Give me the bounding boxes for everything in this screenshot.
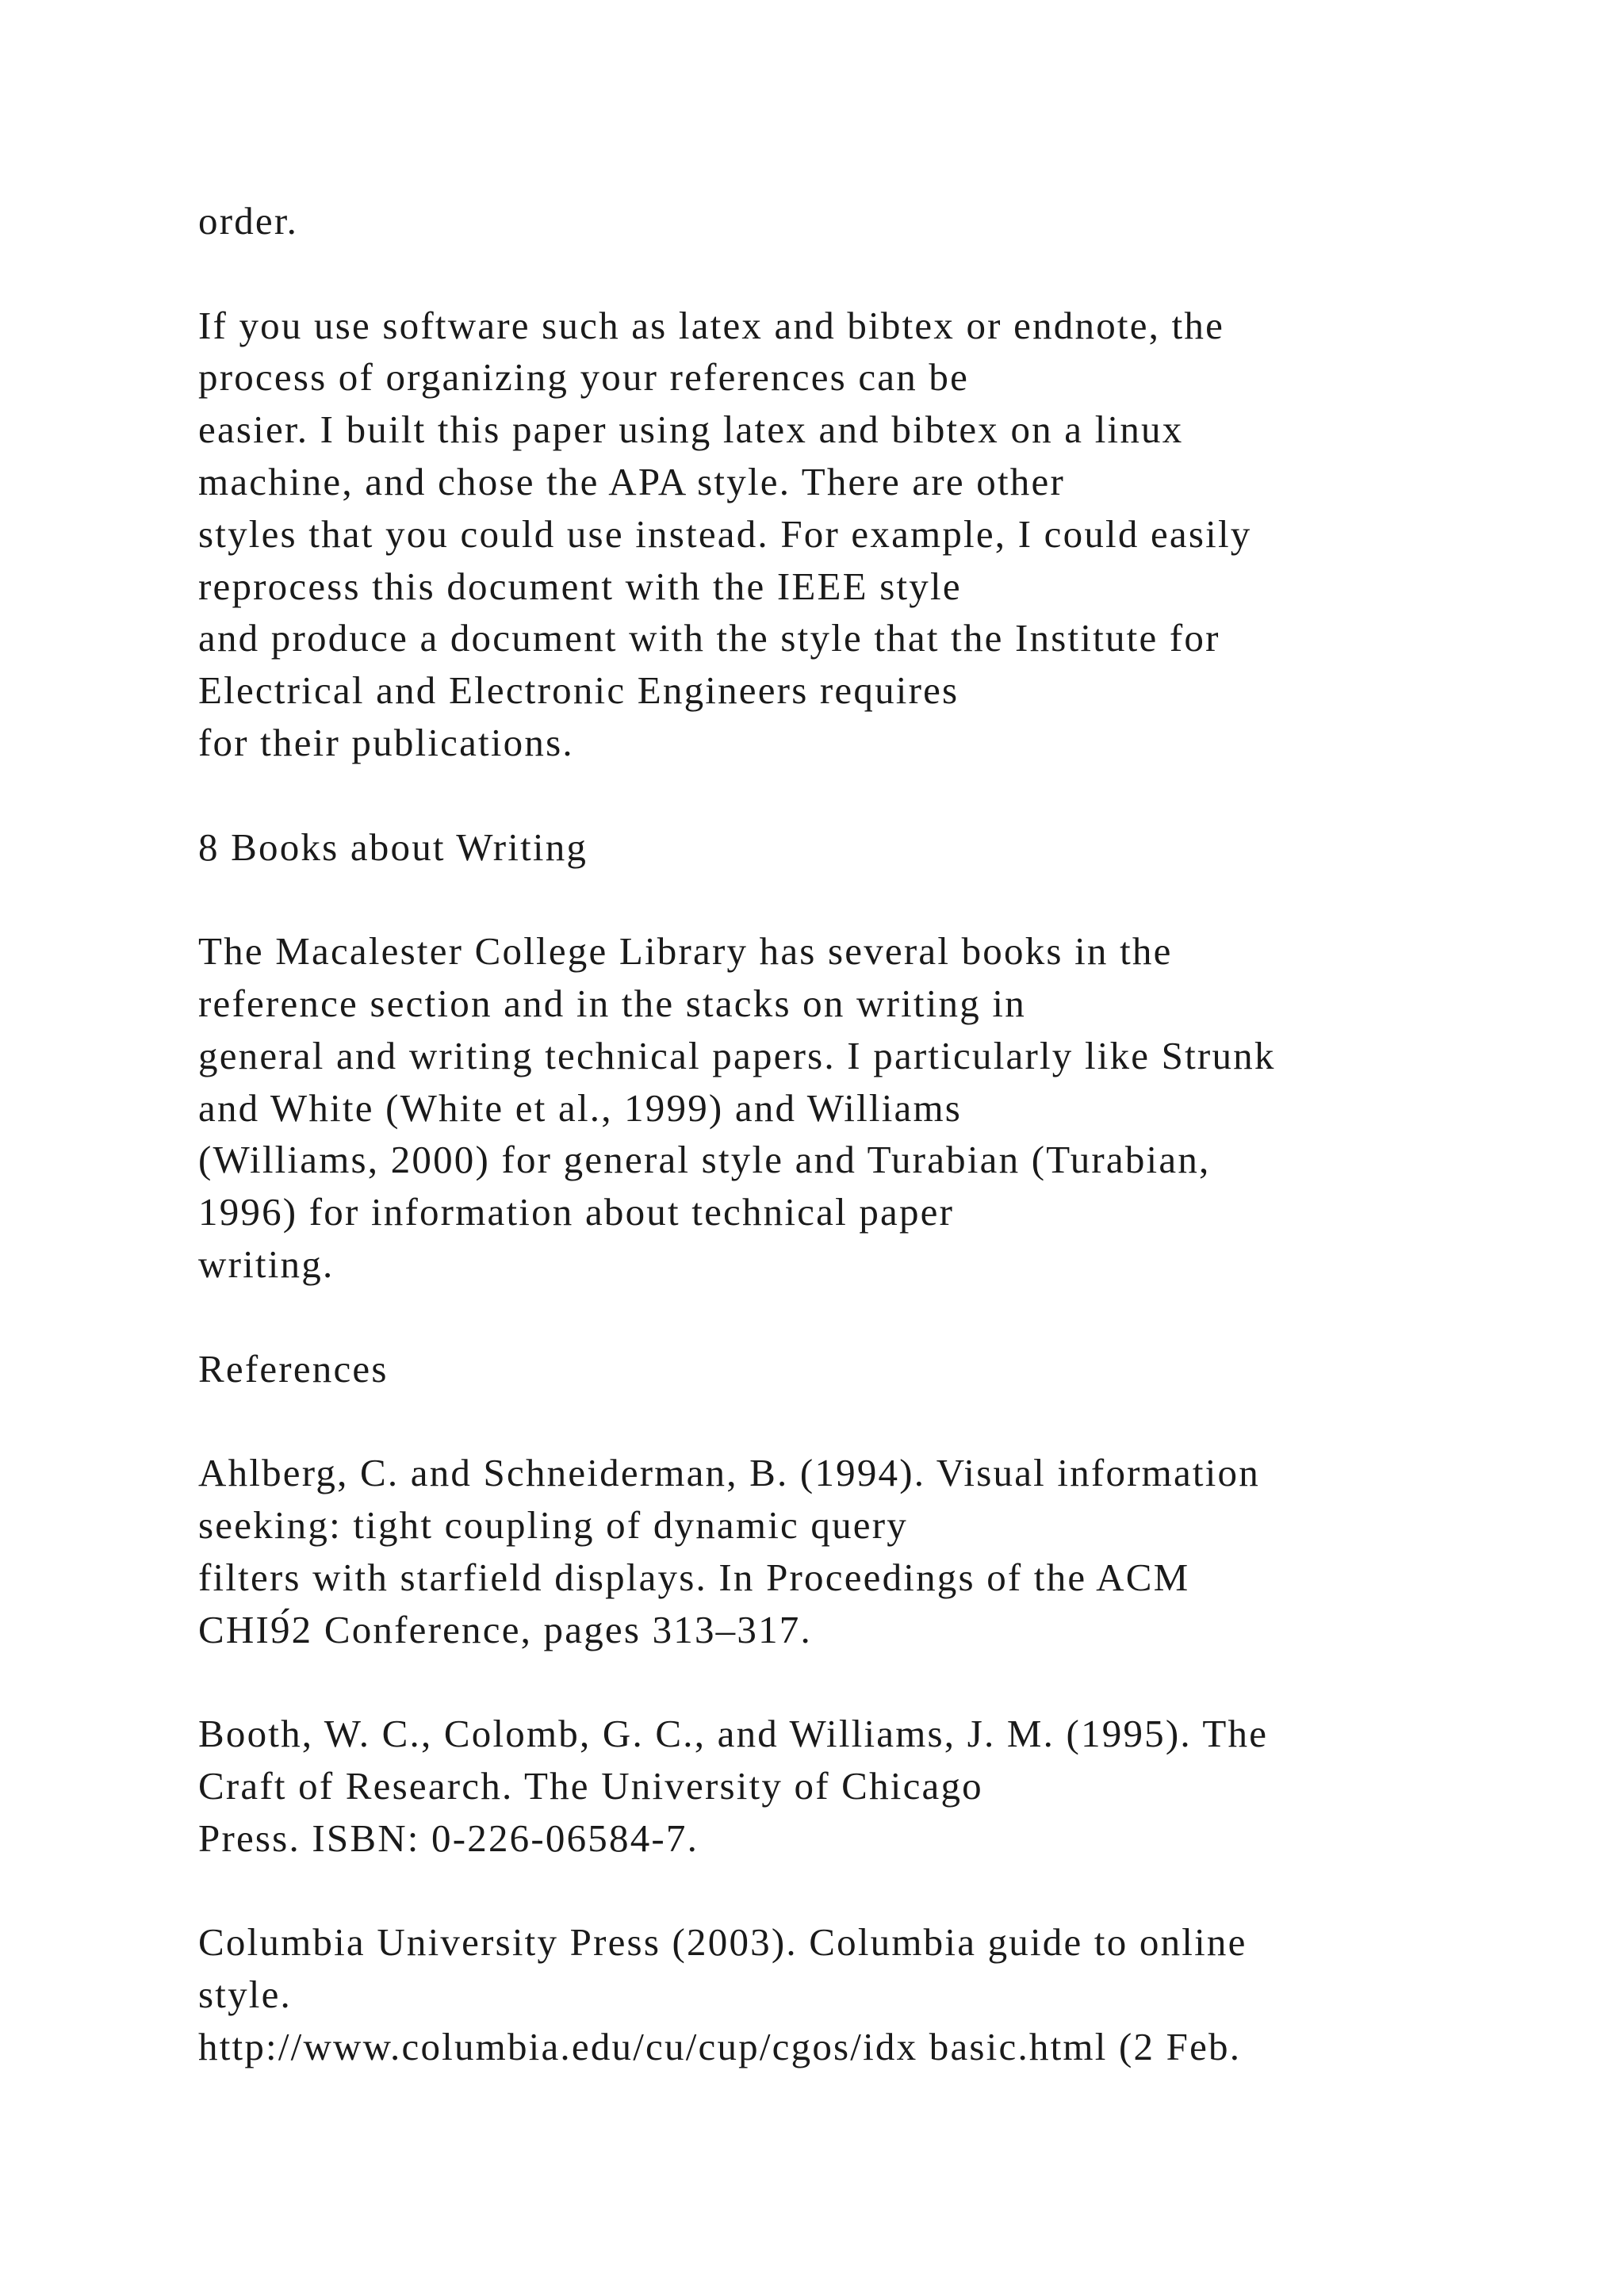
text-line: machine, and chose the APA style. There are other: [198, 459, 1065, 503]
blank-line: [198, 1291, 1562, 1343]
reference-line: http://www.columbia.edu/cu/cup/cgos/idx basic.html (2 Feb.: [198, 2024, 1242, 2068]
reference-line: filters with starfield displays. In Proceedings of the ACM: [198, 1555, 1190, 1599]
reference-line: style.: [198, 1973, 292, 2017]
text-line: (Williams, 2000) for general style and Turabian (Turabian,: [198, 1138, 1211, 1182]
text-line: and White (White et al., 1999) and Williams: [198, 1085, 963, 1130]
blank-line: [198, 1655, 1562, 1708]
reference-line: CHI9́2 Conference, pages 313–317.: [198, 1607, 812, 1651]
reference-line: Columbia University Press (2003). Columbia guide to online: [198, 1920, 1247, 1965]
references-heading: References: [198, 1346, 389, 1391]
blank-line: [198, 1865, 1562, 1917]
reference-line: Booth, W. C., Colomb, G. C., and Williams, J. M. (1995). The: [198, 1712, 1269, 1756]
text-line: easier. I built this paper using latex and bibtex on a linux: [198, 408, 1184, 452]
section-heading: 8 Books about Writing: [198, 825, 588, 869]
text-line: 1996) for information about technical paper: [198, 1190, 955, 1234]
text-line: order.: [198, 199, 299, 243]
text-line: process of organizing your references can be: [198, 355, 970, 400]
blank-line: [198, 1395, 1562, 1447]
text-line: styles that you could use instead. For example, I could easily: [198, 511, 1252, 556]
text-line: If you use software such as latex and bibtex or endnote, the: [198, 303, 1225, 347]
reference-line: Craft of Research. The University of Chicago: [198, 1763, 983, 1808]
blank-line: [198, 247, 1562, 300]
reference-line: Press. ISBN: 0-226-06584-7.: [198, 1816, 699, 1860]
text-line: writing.: [198, 1242, 335, 1286]
text-line: The Macalester College Library has several books in the: [198, 929, 1173, 974]
reference-line: seeking: tight coupling of dynamic query: [198, 1502, 908, 1547]
reference-line: Ahlberg, C. and Schneiderman, B. (1994). Visual information: [198, 1451, 1260, 1495]
text-line: general and writing technical papers. I particularly like Strunk: [198, 1033, 1276, 1077]
document-text: [198, 195, 1562, 2073]
text-line: Electrical and Electronic Engineers requires: [198, 668, 959, 713]
blank-line: [198, 873, 1562, 925]
text-line: reference section and in the stacks on writing in: [198, 981, 1026, 1025]
blank-line: [198, 769, 1562, 821]
text-line: and produce a document with the style that the Institute for: [198, 616, 1220, 660]
text-line: for their publications.: [198, 720, 574, 764]
text-line: reprocess this document with the IEEE style: [198, 564, 962, 608]
